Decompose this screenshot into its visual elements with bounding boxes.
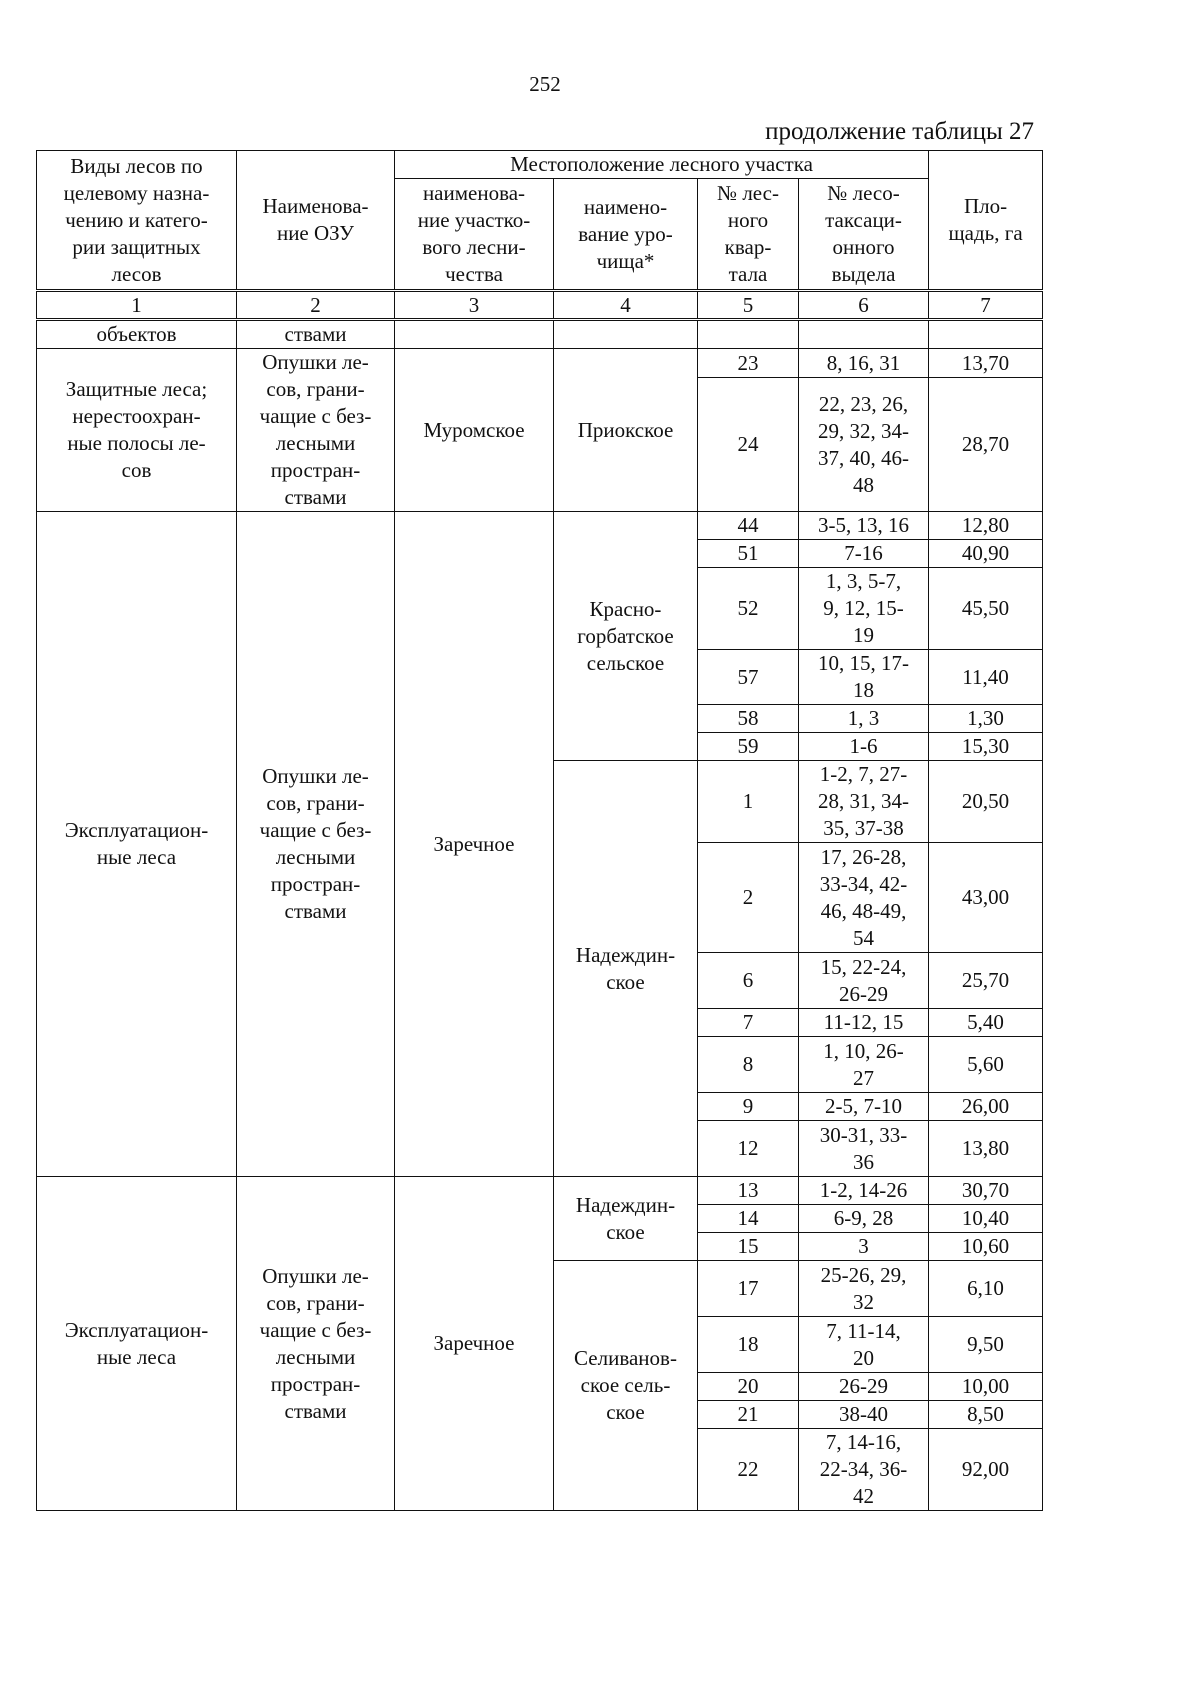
cell-area: 5,60 (929, 1037, 1043, 1093)
cell-empty (395, 320, 554, 349)
cell-quarter: 7 (698, 1009, 799, 1037)
cell-plot: 7-16 (799, 540, 929, 568)
header-quarter: № лес- ного квар- тала (698, 179, 799, 291)
cell-area: 9,50 (929, 1317, 1043, 1373)
cell-plot: 17, 26-28, 33-34, 42- 46, 48-49, 54 (799, 843, 929, 953)
cell-plot: 25-26, 29, 32 (799, 1261, 929, 1317)
cell-plot: 38-40 (799, 1401, 929, 1429)
cell-area: 26,00 (929, 1093, 1043, 1121)
cell-quarter: 57 (698, 650, 799, 705)
cell-empty (799, 320, 929, 349)
cell-quarter: 21 (698, 1401, 799, 1429)
continuation-row (37, 320, 1043, 349)
cell-tract: Селиванов- ское сель- ское (554, 1261, 698, 1511)
cell-area: 10,40 (929, 1205, 1043, 1233)
cell-quarter: 17 (698, 1261, 799, 1317)
forest-table (36, 150, 1043, 1511)
cell-ozu-name: Опушки ле- сов, грани- чащие с без- лесными простран- ствами (237, 349, 395, 512)
cell-quarter: 59 (698, 733, 799, 761)
header-forestry: наименова- ние участко- вого лесни- чества (395, 179, 554, 291)
cell-area: 40,90 (929, 540, 1043, 568)
cell-forestry: Муромское (395, 349, 554, 512)
table-row (37, 1177, 1043, 1205)
cell-plot: 6-9, 28 (799, 1205, 929, 1233)
cell-quarter: 44 (698, 512, 799, 540)
cell-forestry: Заречное (395, 512, 554, 1177)
column-number: 4 (554, 291, 698, 320)
cell-quarter: 58 (698, 705, 799, 733)
cell-plot: 1, 3, 5-7, 9, 12, 15- 19 (799, 568, 929, 650)
cell-area: 11,40 (929, 650, 1043, 705)
cell-area: 6,10 (929, 1261, 1043, 1317)
table-caption: продолжение таблицы 27 (765, 118, 1034, 145)
cell-area: 13,70 (929, 349, 1043, 378)
cell-plot: 2-5, 7-10 (799, 1093, 929, 1121)
cell-quarter: 9 (698, 1093, 799, 1121)
cell-quarter: 12 (698, 1121, 799, 1177)
cell-ozu-name: ствами (237, 320, 395, 349)
header-location-group: Местоположение лесного участка (395, 151, 929, 179)
cell-area: 13,80 (929, 1121, 1043, 1177)
cell-quarter: 23 (698, 349, 799, 378)
cell-forest-type: объектов (37, 320, 237, 349)
cell-plot: 3-5, 13, 16 (799, 512, 929, 540)
cell-quarter: 24 (698, 378, 799, 512)
cell-plot: 15, 22-24, 26-29 (799, 953, 929, 1009)
cell-area: 5,40 (929, 1009, 1043, 1037)
cell-area: 10,00 (929, 1373, 1043, 1401)
column-number: 3 (395, 291, 554, 320)
cell-forest-type: Эксплуатацион- ные леса (37, 1177, 237, 1511)
cell-plot: 30-31, 33- 36 (799, 1121, 929, 1177)
column-numbers-row (37, 291, 1043, 320)
cell-area: 12,80 (929, 512, 1043, 540)
cell-area: 30,70 (929, 1177, 1043, 1205)
cell-quarter: 2 (698, 843, 799, 953)
cell-quarter: 22 (698, 1429, 799, 1511)
cell-plot: 7, 11-14, 20 (799, 1317, 929, 1373)
cell-area: 20,50 (929, 761, 1043, 843)
cell-plot: 3 (799, 1233, 929, 1261)
header-area: Пло- щадь, га (929, 151, 1043, 291)
cell-area: 15,30 (929, 733, 1043, 761)
cell-plot: 22, 23, 26, 29, 32, 34- 37, 40, 46- 48 (799, 378, 929, 512)
cell-plot: 1-2, 14-26 (799, 1177, 929, 1205)
cell-tract: Надеждин- ское (554, 761, 698, 1177)
column-number: 1 (37, 291, 237, 320)
cell-area: 1,30 (929, 705, 1043, 733)
column-number: 7 (929, 291, 1043, 320)
cell-tract: Приокское (554, 349, 698, 512)
cell-area: 45,50 (929, 568, 1043, 650)
header-plot: № лесо- таксаци- онного выдела (799, 179, 929, 291)
cell-quarter: 6 (698, 953, 799, 1009)
table-row (37, 512, 1043, 540)
cell-forestry: Заречное (395, 1177, 554, 1511)
cell-quarter: 8 (698, 1037, 799, 1093)
cell-plot: 7, 14-16, 22-34, 36- 42 (799, 1429, 929, 1511)
cell-quarter: 52 (698, 568, 799, 650)
cell-area: 28,70 (929, 378, 1043, 512)
cell-plot: 11-12, 15 (799, 1009, 929, 1037)
cell-quarter: 14 (698, 1205, 799, 1233)
cell-ozu-name: Опушки ле- сов, грани- чащие с без- лесными простран- ствами (237, 1177, 395, 1511)
cell-tract: Красно- горбатское сельское (554, 512, 698, 761)
cell-empty (554, 320, 698, 349)
cell-plot: 1-2, 7, 27- 28, 31, 34- 35, 37-38 (799, 761, 929, 843)
cell-plot: 1, 10, 26- 27 (799, 1037, 929, 1093)
cell-quarter: 20 (698, 1373, 799, 1401)
cell-quarter: 13 (698, 1177, 799, 1205)
cell-quarter: 51 (698, 540, 799, 568)
header-tract: наимено- вание уро- чища* (554, 179, 698, 291)
column-number: 6 (799, 291, 929, 320)
cell-area: 8,50 (929, 1401, 1043, 1429)
header-row (37, 151, 1043, 179)
cell-quarter: 18 (698, 1317, 799, 1373)
cell-forest-type: Эксплуатацион- ные леса (37, 512, 237, 1177)
cell-empty (929, 320, 1043, 349)
cell-empty (698, 320, 799, 349)
cell-plot: 8, 16, 31 (799, 349, 929, 378)
table-row (37, 349, 1043, 378)
cell-area: 43,00 (929, 843, 1043, 953)
header-forest-type: Виды лесов по целевому назна- чению и катего- рии защитных лесов (37, 151, 237, 291)
cell-quarter: 15 (698, 1233, 799, 1261)
cell-plot: 1-6 (799, 733, 929, 761)
cell-ozu-name: Опушки ле- сов, грани- чащие с без- лесными простран- ствами (237, 512, 395, 1177)
header-ozu-name: Наименова- ние ОЗУ (237, 151, 395, 291)
page-number: 252 (529, 72, 561, 96)
cell-quarter: 1 (698, 761, 799, 843)
column-number: 5 (698, 291, 799, 320)
cell-plot: 26-29 (799, 1373, 929, 1401)
cell-plot: 1, 3 (799, 705, 929, 733)
cell-plot: 10, 15, 17- 18 (799, 650, 929, 705)
cell-area: 92,00 (929, 1429, 1043, 1511)
cell-area: 10,60 (929, 1233, 1043, 1261)
cell-area: 25,70 (929, 953, 1043, 1009)
column-number: 2 (237, 291, 395, 320)
cell-forest-type: Защитные леса; нерестоохран- ные полосы ле- сов (37, 349, 237, 512)
cell-tract: Надеждин- ское (554, 1177, 698, 1261)
